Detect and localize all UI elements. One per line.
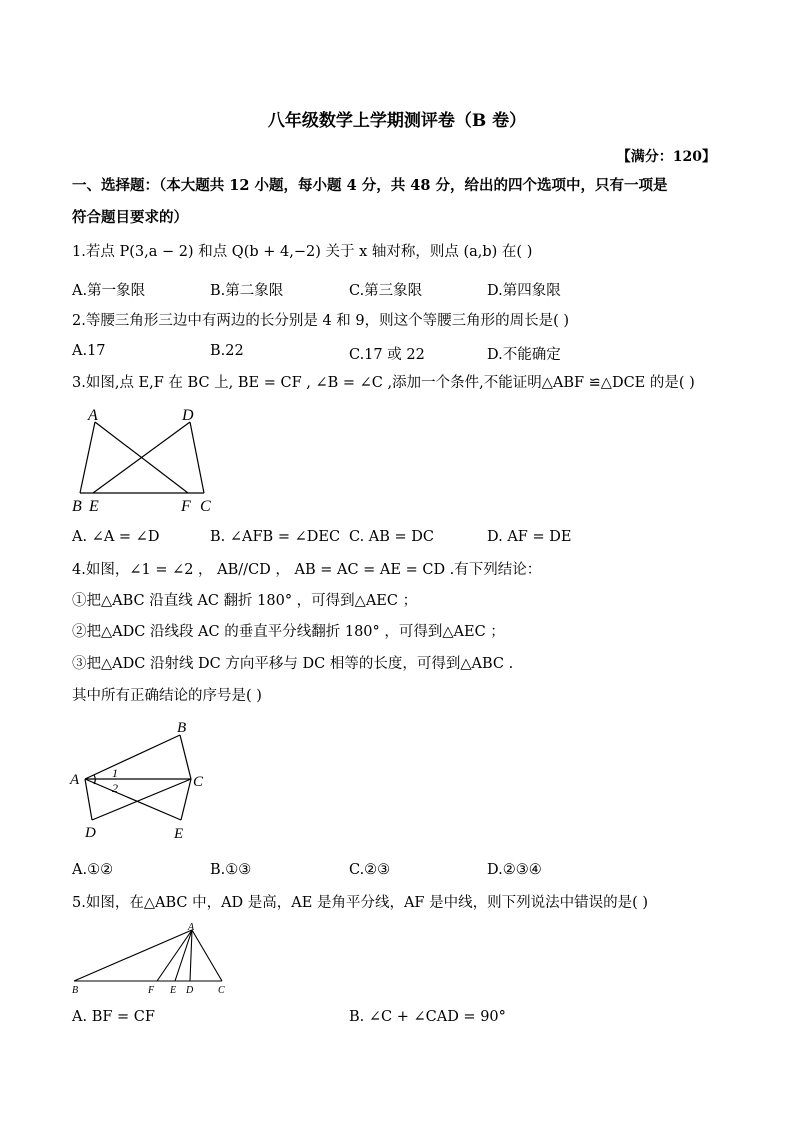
q3-figure [70,402,220,516]
q1-option-d[interactable]: D.第四象限 [487,283,561,299]
q5-label-d: D [186,985,194,996]
question-5-text: 5.如图，在△ABC 中，AD 是高，AE 是角平分线，AF 是中线，则下列说法中错误的是( ) [72,895,649,911]
q4-option-a[interactable]: A.①② [72,862,114,878]
q3-label-c: C [200,498,211,515]
q4-label-b: B [177,720,187,736]
q4-label-e: E [174,826,184,842]
q1-option-b[interactable]: B.第二象限 [210,283,284,299]
q5-seg-ad [190,930,192,981]
q4-label-a: A [70,772,80,788]
q4-seg-ec [181,779,191,820]
q5-option-a[interactable]: A. BF = CF [72,1009,155,1025]
q3-label-d: D [182,407,194,424]
q3-seg-ab [80,422,95,493]
section-heading-line1: 一、选择题：（本大题共 12 小题，每小题 4 分，共 48 分，给出的四个选项中，只有一项是 [72,177,668,194]
q5-seg-ac [192,930,222,981]
q3-seg-dc [190,422,204,493]
q4-seg-ad [85,779,92,820]
q5-figure [68,920,238,996]
section-heading-line2: 符合题目要求的） [72,209,188,226]
q2-option-a[interactable]: A.17 [72,343,106,359]
q1-option-c[interactable]: C.第三象限 [349,283,423,299]
page-title: 八年级数学上学期测评卷（B 卷） [267,111,527,131]
q4-seg-ae [85,779,181,820]
q3-label-e: E [89,498,99,515]
full-score-label: 【满分：120】 [616,149,716,165]
q5-label-c: C [218,985,225,996]
q4-option-d[interactable]: D.②③④ [487,862,542,878]
q5-label-b: B [72,985,79,996]
q4-label-d: D [85,825,96,841]
question-4-text: 4.如图，∠1 = ∠2 ， AB//CD ， AB = AC = AE = CD .有下列结论： [72,562,542,578]
question-3-text: 3.如图,点 E,F 在 BC 上, BE = CF , ∠B = ∠C ,添加一个条件,不能证明△ABF ≌△DCE 的是( ) [72,375,695,391]
q4-seg-dc [92,779,191,820]
q4-statement-2: ②把△ADC 沿线段 AC 的垂直平分线翻折 180° ，可得到△AEC ； [72,624,505,640]
q5-label-a: A [188,922,195,933]
q4-label-angle2: 2 [112,781,118,795]
q4-figure [68,716,218,844]
q3-option-a[interactable]: A. ∠A = ∠D [72,529,160,545]
q4-seg-ab [85,735,180,779]
q4-seg-bc [180,735,191,779]
q2-option-c[interactable]: C.17 或 22 [349,347,425,363]
q3-label-b: B [72,498,82,515]
q5-option-b[interactable]: B. ∠C + ∠CAD = 90° [349,1009,506,1025]
question-2-text: 2.等腰三角形三边中有两边的长分别是 4 和 9，则这个等腰三角形的周长是( ) [72,313,570,329]
q3-label-f: F [181,498,191,515]
q4-option-b[interactable]: B.①③ [210,862,252,878]
q4-question: 其中所有正确结论的序号是( ) [72,688,262,704]
q3-option-d[interactable]: D. AF = DE [487,529,572,545]
q2-option-b[interactable]: B.22 [210,343,244,359]
q4-label-angle1: 1 [112,766,118,780]
q4-statement-1: ①把△ABC 沿直线 AC 翻折 180° ，可得到△AEC ； [72,593,418,609]
q4-statement-3: ③把△ADC 沿射线 DC 方向平移与 DC 相等的长度，可得到△ABC . [72,656,514,672]
q3-option-b[interactable]: B. ∠AFB = ∠DEC [210,529,341,545]
q2-option-d[interactable]: D.不能确定 [487,347,561,363]
q5-label-f: F [148,985,155,996]
q1-option-a[interactable]: A.第一象限 [72,283,146,299]
q5-label-e: E [170,985,177,996]
question-1-text: 1.若点 P(3,a − 2) 和点 Q(b + 4,−2) 关于 x 轴对称，则点 (a,b) 在( ) [72,244,533,260]
q4-option-c[interactable]: C.②③ [349,862,391,878]
q3-seg-de [93,422,190,493]
q3-option-c[interactable]: C. AB = DC [349,529,435,545]
q5-seg-ae [175,930,192,981]
q3-label-a: A [88,407,98,424]
q4-label-c: C [193,774,204,790]
